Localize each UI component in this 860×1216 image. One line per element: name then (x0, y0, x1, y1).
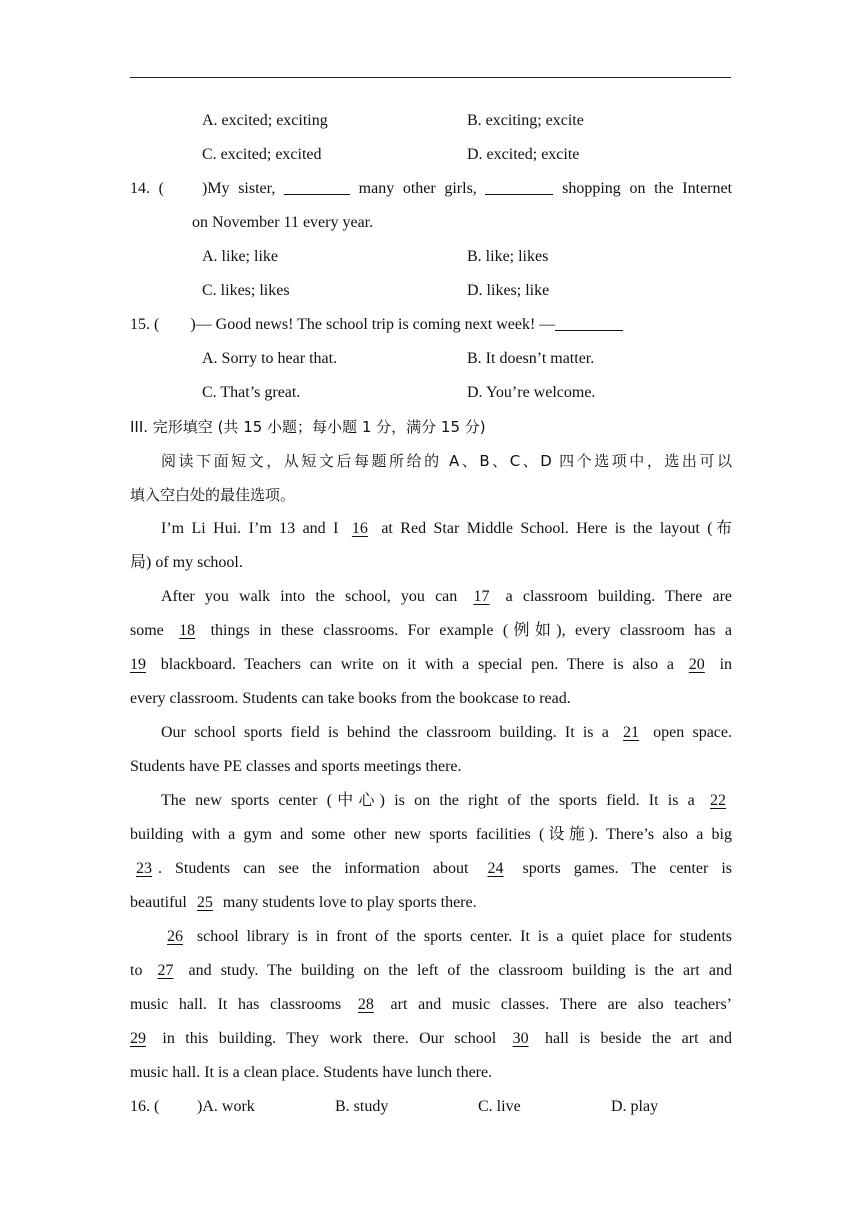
passage-p5-line-1 (130, 924, 732, 958)
q14-stem-line-2: on November 11 every year. (192, 214, 374, 231)
passage-text: in (719, 656, 733, 673)
passage-p3-line-2: Students have PE classes and sports meetings there. (130, 758, 462, 775)
q14-option-b[interactable]: B. like; likes (467, 248, 549, 265)
passage-text: school library is in front of the sports center. It is a quiet place for students (196, 928, 733, 945)
passage-text: music hall. It has classrooms (130, 996, 342, 1013)
q15-option-b[interactable]: B. It doesn’t matter. (467, 350, 595, 367)
blank-25[interactable]: 25 (196, 894, 213, 911)
q15-option-d[interactable]: D. You’re welcome. (467, 384, 596, 401)
q14-option-a[interactable]: A. like; like (202, 248, 278, 265)
passage-text: The new sports center (中心) is on the right of the sports field. It is a (161, 792, 695, 809)
q14-blank-2[interactable] (485, 176, 553, 195)
passage-text: I’m Li Hui. I’m 13 and I (161, 520, 339, 537)
passage-p1-line-2: 局) of my school. (130, 554, 243, 571)
q13-option-d[interactable]: D. excited; excite (467, 146, 580, 163)
passage-text: many students love to play sports there. (222, 894, 477, 911)
q15-options-row-1 (130, 346, 732, 380)
header-rule (130, 77, 731, 78)
q15-option-a[interactable]: A. Sorry to hear that. (202, 350, 338, 367)
q16-option-c[interactable]: C. live (478, 1098, 521, 1115)
q14-text-1: )My sister, (201, 180, 276, 197)
blank-20[interactable]: 20 (688, 656, 705, 673)
passage-p4-line-4 (130, 890, 732, 924)
passage-p2-line-4: every classroom. Students can take books from the bookcase to read. (130, 690, 571, 707)
blank-18[interactable]: 18 (179, 622, 196, 639)
passage-p4-line-3 (130, 856, 732, 890)
q15-options-row-2 (130, 380, 732, 414)
q14-text-2: many other girls, (358, 180, 477, 197)
q14-options-row-2 (130, 278, 732, 312)
section-instruction-1: 阅读下面短文，从短文后每题所给的 A、B、C、D 四个选项中，选出可以 (161, 452, 732, 470)
q15-number: 15. ( (130, 316, 160, 333)
passage-text: blackboard. Teachers can write on it with a special pen. There is also a (160, 656, 674, 673)
q13-options-row-2 (130, 142, 732, 176)
blank-16[interactable]: 16 (351, 520, 368, 537)
q14-number: 14. ( (130, 180, 164, 197)
q14-text-3: shopping on the Internet (562, 180, 733, 197)
section-instruction-2: 填入空白处的最佳选项。 (130, 486, 296, 504)
blank-28[interactable]: 28 (357, 996, 374, 1013)
passage-text: some (130, 622, 164, 639)
passage-p4-line-1 (130, 788, 732, 822)
passage-text: to (130, 962, 143, 979)
q14-option-d[interactable]: D. likes; like (467, 282, 550, 299)
blank-21[interactable]: 21 (622, 724, 639, 741)
passage-p3-line-1 (130, 720, 732, 754)
passage-p2-line-3 (130, 652, 732, 686)
q16-option-a[interactable]: )A. work (197, 1098, 255, 1115)
q14-options-row-1 (130, 244, 732, 278)
exam-page (130, 108, 732, 1128)
passage-p5-line-3 (130, 992, 732, 1026)
q16-row (130, 1094, 732, 1128)
blank-23[interactable]: 23 (136, 860, 152, 877)
blank-22[interactable]: 22 (710, 792, 726, 809)
passage-text: . Students can see the information about (158, 860, 469, 877)
passage-p5-line-2 (130, 958, 732, 992)
blank-24[interactable]: 24 (487, 860, 504, 877)
q15-text: )— Good news! The school trip is coming next week! — (190, 316, 556, 333)
passage-text: in this building. They work there. Our school (162, 1030, 497, 1047)
blank-29[interactable]: 29 (130, 1030, 146, 1047)
passage-text: beautiful (130, 894, 187, 911)
q13-option-c[interactable]: C. excited; excited (202, 146, 322, 163)
passage-text: art and music classes. There are also teachers’ (390, 996, 732, 1013)
q13-options-row-1 (130, 108, 732, 142)
passage-text: at Red Star Middle School. Here is the layout (布 (381, 520, 733, 537)
passage-p2-line-2 (130, 618, 732, 652)
passage-text: things in these classrooms. For example (例如), every classroom has a (210, 622, 732, 639)
passage-text: a classroom building. There are (505, 588, 733, 605)
passage-text: and study. The building on the left of the classroom building is the art and (188, 962, 732, 979)
passage-p5-line-4 (130, 1026, 732, 1060)
passage-p4-line-2: building with a gym and some other new sports facilities (设施). There’s also a big (130, 826, 732, 843)
passage-text: Our school sports field is behind the classroom building. It is a (161, 724, 609, 741)
blank-30[interactable]: 30 (512, 1030, 529, 1047)
passage-p5-line-5: music hall. It is a clean place. Students have lunch there. (130, 1064, 493, 1081)
q16-option-d[interactable]: D. play (611, 1098, 659, 1115)
blank-17[interactable]: 17 (473, 588, 490, 605)
q15-blank[interactable] (555, 312, 623, 331)
passage-text: sports games. The center is (522, 860, 732, 877)
q16-option-b[interactable]: B. study (335, 1098, 389, 1115)
section-heading: III. 完形填空 (共 15 小题；每小题 1 分，满分 15 分) (130, 418, 486, 436)
passage-text: After you walk into the school, you can (161, 588, 458, 605)
blank-19[interactable]: 19 (130, 656, 146, 673)
q15-stem (130, 312, 732, 346)
passage-text: open space. (653, 724, 732, 741)
q16-number: 16. ( (130, 1098, 160, 1115)
q15-option-c[interactable]: C. That’s great. (202, 384, 301, 401)
q13-option-b[interactable]: B. exciting; excite (467, 112, 584, 129)
q14-stem (130, 176, 732, 210)
q13-option-a[interactable]: A. excited; exciting (202, 112, 328, 129)
q14-blank-1[interactable] (284, 176, 350, 195)
passage-p2-line-1 (130, 584, 732, 618)
blank-27[interactable]: 27 (157, 962, 174, 979)
q14-option-c[interactable]: C. likes; likes (202, 282, 290, 299)
blank-26[interactable]: 26 (167, 928, 183, 945)
passage-text: hall is beside the art and (545, 1030, 733, 1047)
passage-p1-line-1 (130, 516, 732, 550)
